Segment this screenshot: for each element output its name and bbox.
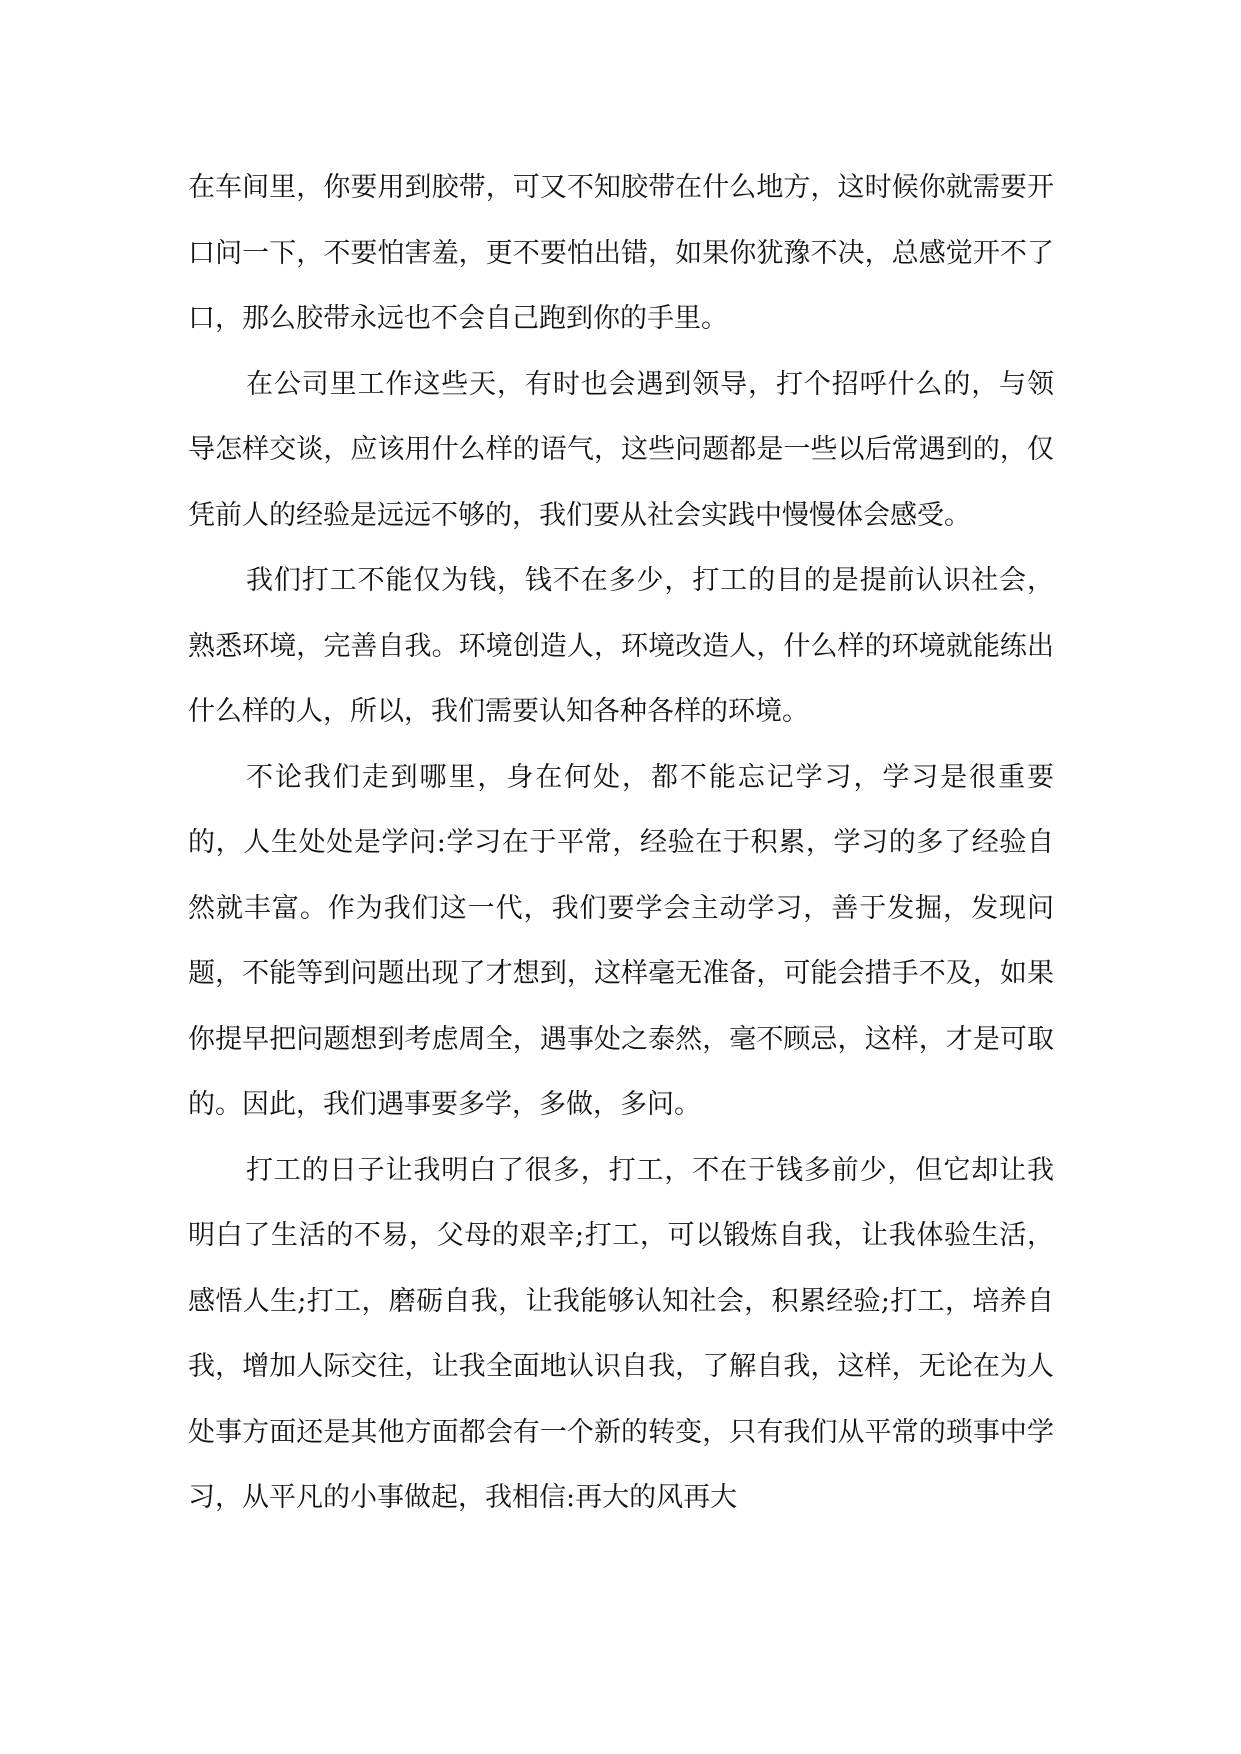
paragraph-1: 在车间里，你要用到胶带，可又不知胶带在什么地方，这时候你就需要开口问一下，不要怕害羞，更不要怕出错，如果你犹豫不决，总感觉开不了口，那么胶带永远也不会自己跑到你的手里。	[188, 172, 1054, 334]
document-body	[188, 155, 1054, 1531]
paragraph-4: 不论我们走到哪里，身在何处，都不能忘记学习，学习是很重要的，人生处处是学问:学习在于平常，经验在于积累，学习的多了经验自然就丰富。作为我们这一代，我们要学会主动学习，善于发掘，发现问题，不能等到问题出现了才想到，这样毫无准备，可能会措手不及，如果你提早把问题想到考虑周全，遇事处之泰然，毫不顾忌，这样，才是可取的。因此，我们遇事要多学，多做，多问。	[188, 761, 1054, 1120]
paragraph-5: 打工的日子让我明白了很多，打工，不在于钱多前少，但它却让我明白了生活的不易，父母的艰辛;打工，可以锻炼自我，让我体验生活，感悟人生;打工，磨砺自我，让我能够认知社会，积累经验;打工，培养自我，增加人际交往，让我全面地认识自我，了解自我，这样，无论在为人处事方面还是其他方面都会有一个新的转变，只有我们从平常的琐事中学习，从平凡的小事做起，我相信:再大的风再大	[188, 1154, 1054, 1513]
paragraph-2: 在公司里工作这些天，有时也会遇到领导，打个招呼什么的，与领导怎样交谈，应该用什么样的语气，这些问题都是一些以后常遇到的，仅凭前人的经验是远远不够的，我们要从社会实践中慢慢体会感受。	[188, 368, 1054, 531]
paragraph-3: 我们打工不能仅为钱，钱不在多少，打工的目的是提前认识社会，熟悉环境，完善自我。环境创造人，环境改造人，什么样的环境就能练出什么样的人，所以，我们需要认知各种各样的环境。	[188, 565, 1054, 727]
